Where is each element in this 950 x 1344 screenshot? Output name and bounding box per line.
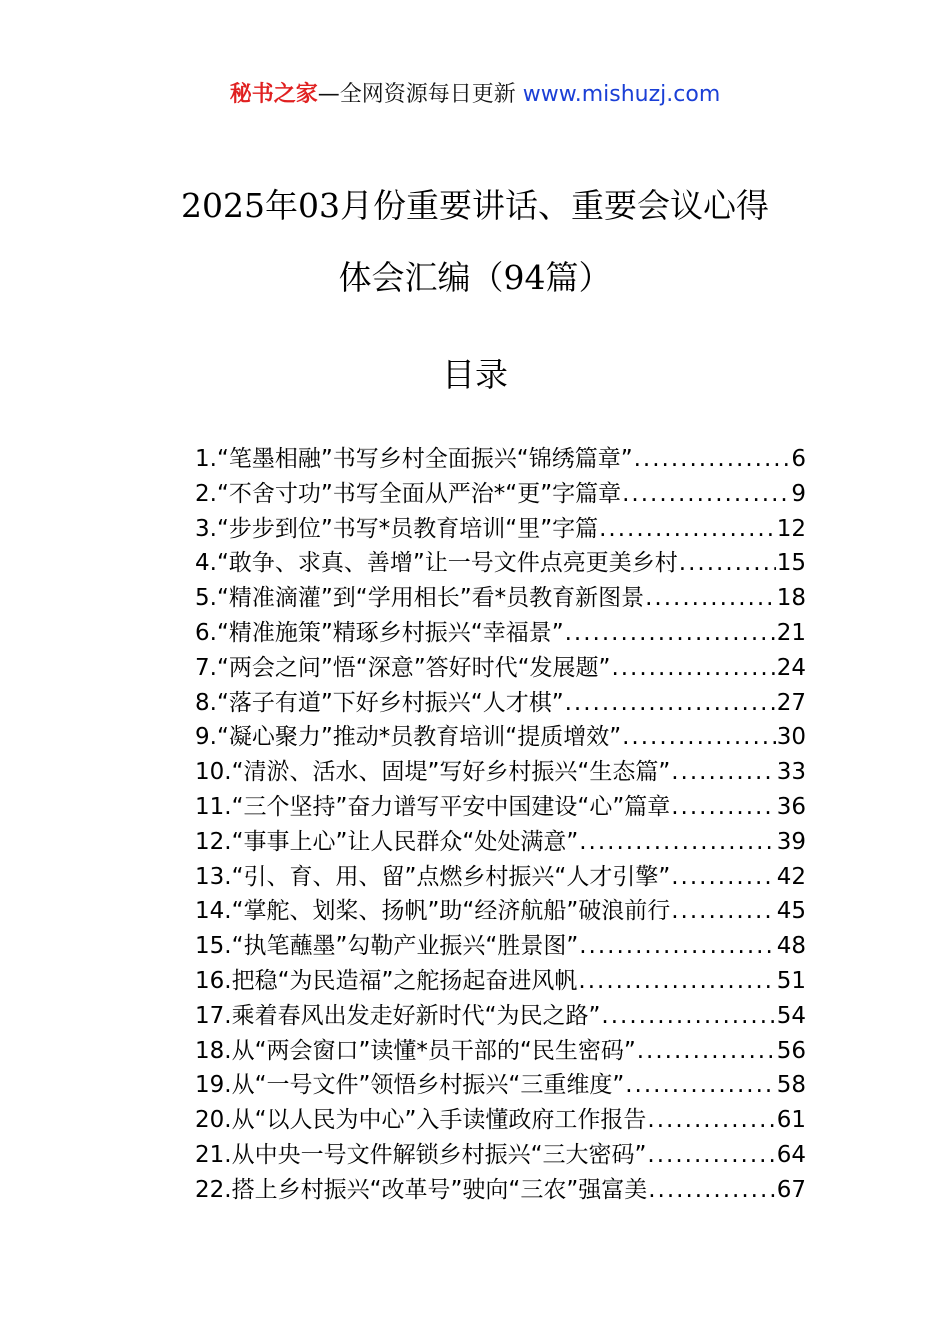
toc-dot-leader [578, 964, 775, 999]
site-tagline: —全网资源每日更新 [317, 82, 523, 107]
toc-entry[interactable] [195, 1173, 806, 1208]
toc-entry-title: 22.搭上乡村振兴“改革号”驶向“三农”强富美 [195, 1176, 648, 1203]
toc-entry-page-number: 27 [776, 689, 806, 716]
toc-entry-page-number: 30 [776, 724, 806, 751]
toc-entry-title: 8.“落子有道”下好乡村振兴“人才棋” [195, 689, 564, 716]
toc-entry-title: 20.从“以人民为中心”入手读懂政府工作报告 [195, 1107, 647, 1134]
toc-entry-page-number: 54 [776, 1002, 806, 1029]
toc-entry-page-number: 18 [776, 585, 806, 612]
toc-dot-leader [671, 860, 775, 895]
toc-entry[interactable] [195, 546, 806, 581]
toc-entry-page-number: 12 [776, 515, 806, 542]
toc-entry-title: 15.“执笔蘸墨”勾勒产业振兴“胜景图” [195, 933, 579, 960]
toc-entry-title: 6.“精准施策”精琢乡村振兴“幸福景” [195, 619, 564, 646]
toc-dot-leader [647, 1103, 775, 1138]
toc-dot-leader [648, 1173, 775, 1208]
toc-entry[interactable] [195, 651, 806, 686]
document-title-line-2: 体会汇编（94篇） [338, 258, 612, 297]
toc-entry-page-number: 9 [791, 480, 806, 507]
toc-entry-page-number: 61 [776, 1107, 806, 1134]
toc-entry-page-number: 64 [776, 1141, 806, 1168]
toc-entry[interactable] [195, 686, 806, 721]
toc-dot-leader [634, 442, 791, 477]
toc-entry[interactable] [195, 964, 806, 999]
toc-entry-page-number: 33 [776, 759, 806, 786]
toc-entry-page-number: 67 [776, 1176, 806, 1203]
toc-entry-title: 19.从“一号文件”领悟乡村振兴“三重维度” [195, 1072, 625, 1099]
toc-dot-leader [637, 1034, 776, 1069]
toc-entry-page-number: 42 [776, 863, 806, 890]
toc-entry[interactable] [195, 755, 806, 790]
toc-entry-title: 5.“精准滴灌”到“学用相长”看*员教育新图景 [195, 585, 645, 612]
toc-entry[interactable] [195, 442, 806, 477]
toc-entry[interactable] [195, 999, 806, 1034]
toc-entry-title: 12.“事事上心”让人民群众“处处满意” [195, 828, 579, 855]
toc-entry-title: 2.“不舍寸功”书写全面从严治*“更”字篇章 [195, 480, 622, 507]
toc-dot-leader [622, 720, 776, 755]
toc-entry-title: 9.“凝心聚力”推动*员教育培训“提质增效” [195, 724, 622, 751]
toc-dot-leader [565, 686, 776, 721]
table-of-contents [195, 442, 806, 1208]
toc-dot-leader [579, 929, 775, 964]
toc-entry[interactable] [195, 720, 806, 755]
toc-entry-title: 21.从中央一号文件解锁乡村振兴“三大密码” [195, 1141, 647, 1168]
site-header [0, 78, 950, 112]
toc-entry-page-number: 21 [776, 619, 806, 646]
toc-heading: 目录 [442, 355, 508, 394]
toc-dot-leader [671, 894, 775, 929]
toc-entry-title: 18.从“两会窗口”读懂*员干部的“民生密码” [195, 1037, 636, 1064]
toc-entry-title: 4.“敢争、求真、善增”让一号文件点亮更美乡村 [195, 550, 678, 577]
toc-entry[interactable] [195, 1034, 806, 1069]
toc-entry[interactable] [195, 616, 806, 651]
site-brand: 秘书之家 [229, 82, 318, 107]
toc-entry-title: 10.“清淤、活水、固堤”写好乡村振兴“生态篇” [195, 759, 671, 786]
toc-entry-title: 17.乘着春风出发走好新时代“为民之路” [195, 1002, 601, 1029]
toc-entry-page-number: 15 [776, 550, 806, 577]
toc-entry-page-number: 48 [776, 933, 806, 960]
toc-entry-page-number: 36 [776, 793, 806, 820]
toc-dot-leader [679, 546, 776, 581]
toc-entry[interactable] [195, 581, 806, 616]
toc-entry[interactable] [195, 790, 806, 825]
toc-entry-page-number: 51 [776, 967, 806, 994]
toc-dot-leader [647, 1138, 775, 1173]
toc-entry-page-number: 24 [776, 654, 806, 681]
toc-entry-title: 3.“步步到位”书写*员教育培训“里”字篇 [195, 515, 599, 542]
toc-entry-page-number: 45 [776, 898, 806, 925]
toc-entry-title: 1.“笔墨相融”书写乡村全面振兴“锦绣篇章” [195, 446, 633, 472]
toc-dot-leader [611, 651, 775, 686]
toc-dot-leader [625, 1068, 775, 1103]
toc-entry-title: 7.“两会之问”悟“深意”答好时代“发展题” [195, 654, 611, 681]
toc-entry-page-number: 6 [791, 446, 806, 472]
toc-entry-title: 16.把稳“为民造福”之舵扬起奋进风帆 [195, 967, 578, 994]
toc-entry[interactable] [195, 894, 806, 929]
toc-entry[interactable] [195, 1068, 806, 1103]
toc-entry-title: 13.“引、育、用、留”点燃乡村振兴“人才引擎” [195, 863, 671, 890]
toc-entry[interactable] [195, 512, 806, 547]
toc-dot-leader [645, 581, 776, 616]
toc-entry-title: 11.“三个坚持”奋力谱写平安中国建设“心”篇章 [195, 793, 671, 820]
toc-entry[interactable] [195, 929, 806, 964]
site-url-link[interactable]: www.mishuzj.com [522, 82, 721, 107]
toc-entry-title: 14.“掌舵、划桨、扬帆”助“经济航船”破浪前行 [195, 898, 671, 925]
toc-dot-leader [622, 477, 790, 512]
toc-dot-leader [601, 999, 775, 1034]
toc-entry-page-number: 39 [776, 828, 806, 855]
toc-dot-leader [671, 755, 775, 790]
toc-dot-leader [671, 790, 775, 825]
toc-dot-leader [579, 825, 775, 860]
toc-entry-page-number: 58 [776, 1072, 806, 1099]
toc-dot-leader [565, 616, 776, 651]
toc-entry[interactable] [195, 477, 806, 512]
toc-dot-leader [599, 512, 776, 547]
toc-entry[interactable] [195, 825, 806, 860]
toc-entry[interactable] [195, 1138, 806, 1173]
toc-entry[interactable] [195, 860, 806, 895]
toc-entry-page-number: 56 [776, 1037, 806, 1064]
document-title-line-1: 2025年03月份重要讲话、重要会议心得 [181, 186, 769, 225]
toc-entry[interactable] [195, 1103, 806, 1138]
document-title [0, 170, 950, 314]
